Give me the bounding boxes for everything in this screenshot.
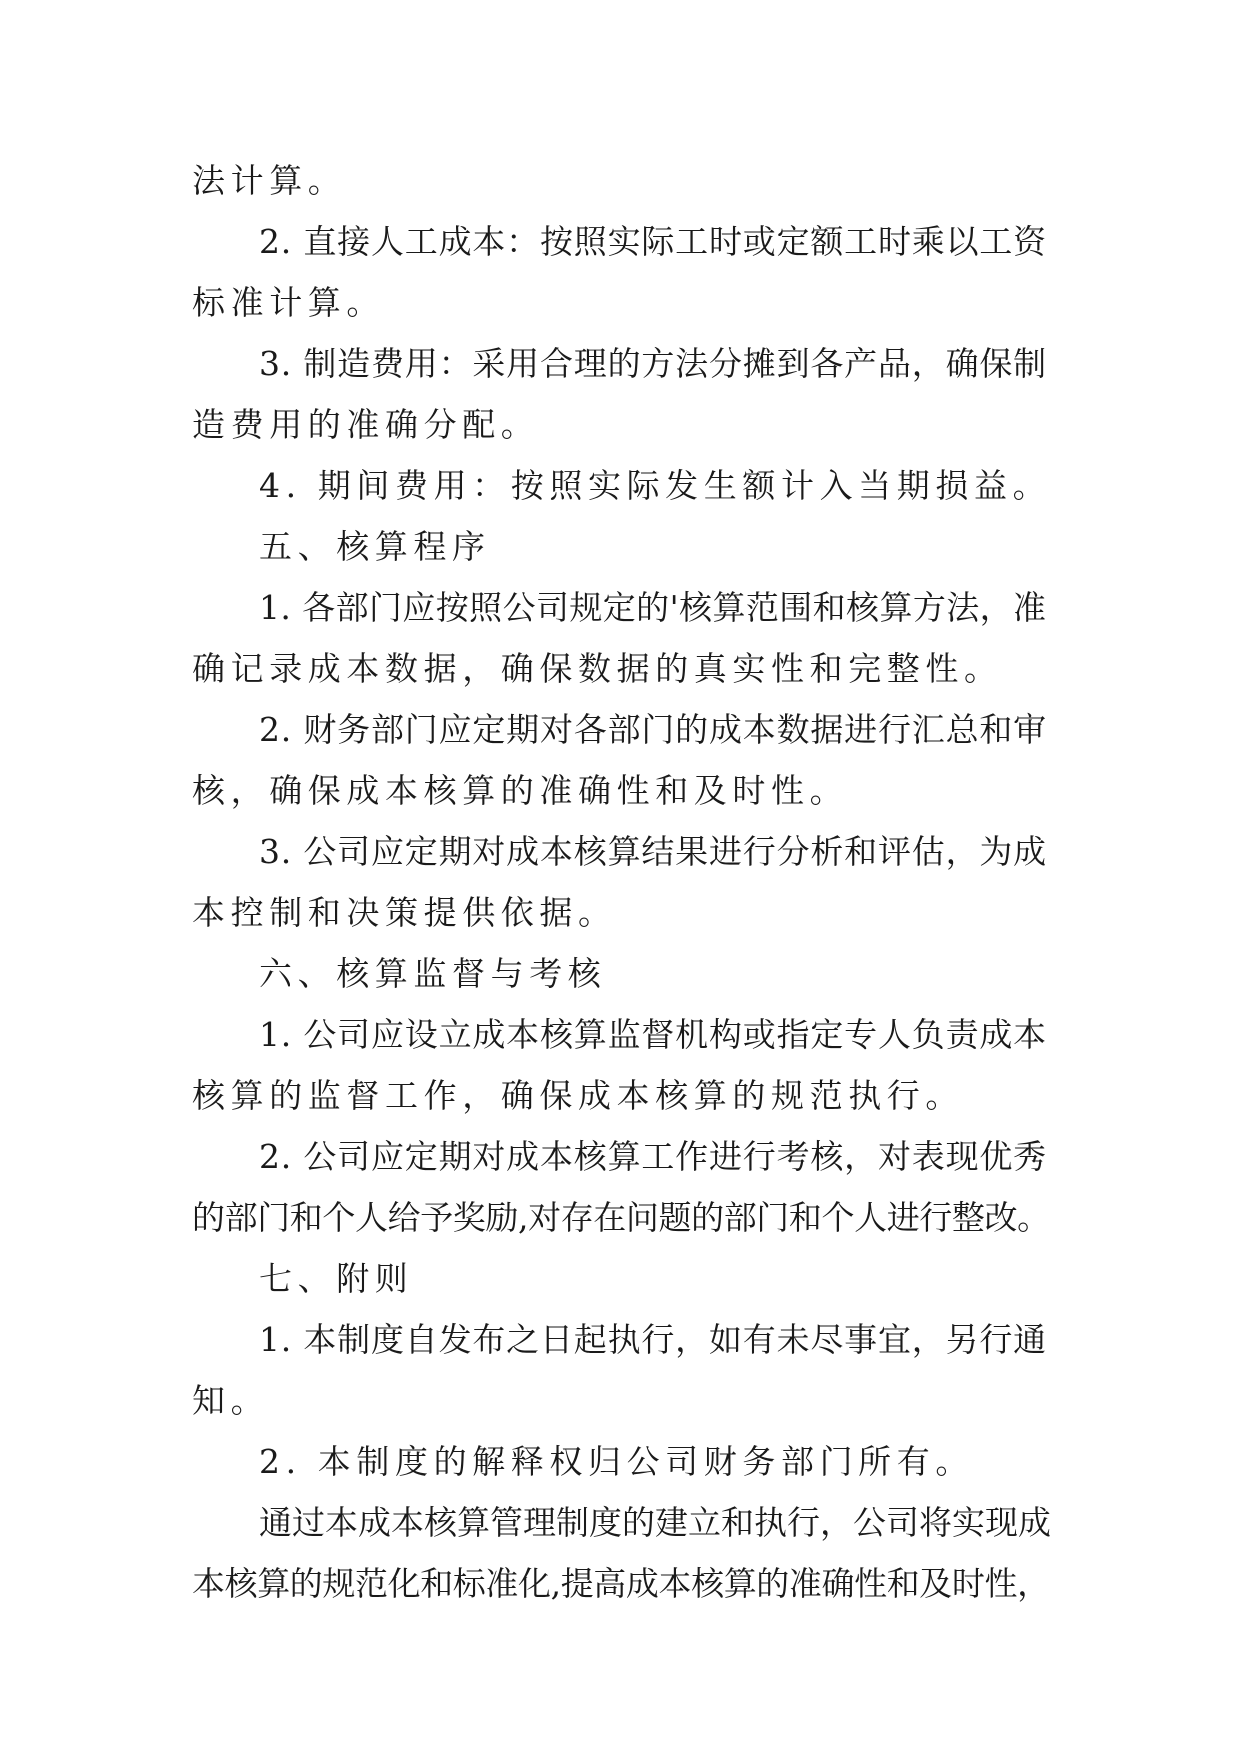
body-line: 的部门和个人给予奖励,对存在问题的部门和个人进行整改。: [192, 1198, 1050, 1237]
paragraph-line: 通过本成本核算管理制度的建立和执行，公司将实现成: [259, 1503, 1051, 1542]
body-line: 本核算的规范化和标准化,提高成本核算的准确性和及时性，: [192, 1564, 1050, 1603]
body-line: 核，确保成本核算的准确性和及时性。: [192, 771, 849, 810]
body-line: 造费用的准确分配。: [192, 405, 540, 444]
list-item-line: 2. 财务部门应定期对各部门的成本数据进行汇总和审: [259, 710, 1047, 749]
section-heading: 六、核算监督与考核: [259, 954, 607, 993]
body-line: 知。: [192, 1381, 270, 1420]
list-item-line: 1. 公司应设立成本核算监督机构或指定专人负责成本: [259, 1015, 1047, 1054]
body-line: 标准计算。: [192, 283, 385, 322]
section-heading: 五、核算程序: [259, 527, 491, 566]
list-item-line: 3. 制造费用：采用合理的方法分摊到各产品，确保制: [259, 344, 1047, 383]
list-item-line: 1. 各部门应按照公司规定的'核算范围和核算方法，准: [259, 588, 1047, 627]
list-item-line: 2. 本制度的解释权归公司财务部门所有。: [259, 1442, 974, 1481]
list-item-line: 3. 公司应定期对成本核算结果进行分析和评估，为成: [259, 832, 1047, 871]
list-item-line: 2. 直接人工成本：按照实际工时或定额工时乘以工资: [259, 222, 1047, 261]
list-item-line: 2. 公司应定期对成本核算工作进行考核，对表现优秀: [259, 1137, 1047, 1176]
body-line: 法计算。: [192, 161, 347, 200]
list-item-line: 1. 本制度自发布之日起执行，如有未尽事宜，另行通: [259, 1320, 1047, 1359]
section-heading: 七、附则: [259, 1259, 414, 1298]
document-body: [192, 150, 1052, 1614]
body-line: 本控制和决策提供依据。: [192, 893, 617, 932]
body-line: 核算的监督工作，确保成本核算的规范执行。: [192, 1076, 964, 1115]
body-line: 确记录成本数据，确保数据的真实性和完整性。: [192, 649, 1003, 688]
list-item-line: 4. 期间费用：按照实际发生额计入当期损益。: [259, 466, 1052, 505]
